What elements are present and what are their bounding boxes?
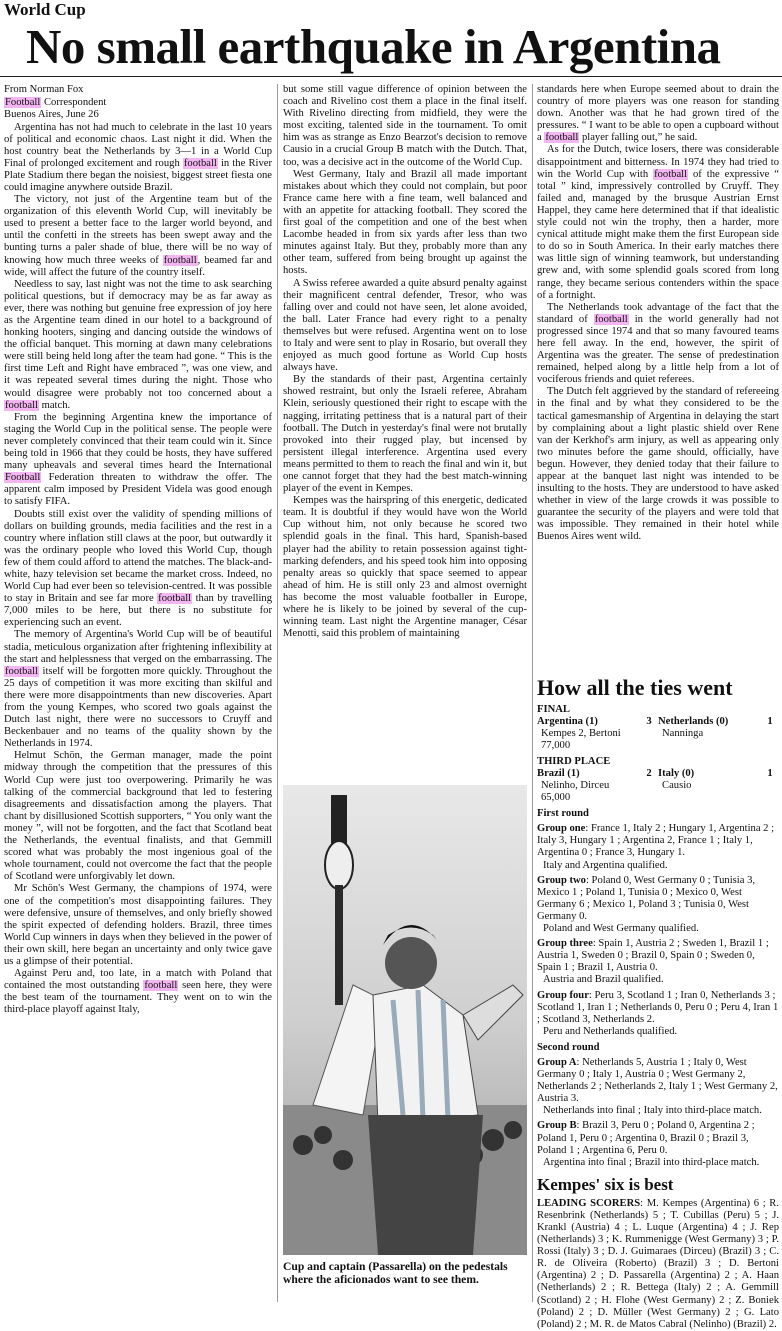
results-title: How all the ties went: [537, 675, 733, 700]
final-result: [537, 716, 779, 752]
search-highlight: Football: [5, 96, 41, 108]
group-name: Group three: [537, 938, 593, 950]
group-name: Group four: [537, 989, 589, 1001]
paragraph-text: Mr Schön's West Germany, the champions of 1974, were one of the competition's most disappointing failures. They were defensive, unsure of themselves, and only briefly showed the spirit expected of defending holders. Brazil, three times World Cup winners in days when they believed in the power of their own skill, here began an uncertainty and only twice gave us a glimpse of their potential.: [4, 883, 272, 967]
second-round-label: Second round: [537, 1041, 600, 1053]
final-home-team: Argentina (1): [537, 716, 598, 728]
search-highlight: football: [163, 254, 197, 266]
article-paragraph: [283, 495, 527, 640]
third-away-scorers: Causio: [662, 780, 692, 792]
group-result: [537, 990, 779, 1026]
scorers-list: : M. Kempes (Argentina) 6 ; R. Resenbrink (Netherlands) 5 ; T. Cubillas (Peru) 5 ; J. Krankl (Austria) 4 ; L. Luque (Argentina) 4 ; J. Rep (Netherlands) 3 ; K. Rummenigge (West Germany) 3 ; P. Rossi (Italy) 3 ; D. J. Guimaraes (Dirceu) (Brazil) 3 ; C. R. de Oliveira (Roberto) (Brazil) 3 ; D. Bertoni (Argentina) 2 ; D. Passarella (Argentina) 2 ; A. Haan (Netherlands) 2 ; R. Bettega (Italy) 2 ; A. Gemmill (Scotland) 2 ; H. Flohe (West Germany) 2 ; Z. Boniek (Poland) 2 ; D. Müller (West Germany) 2 ; G. Lato (Poland) 2 ; M. R. de Matos Cabral (Nelinho) (Brazil) 2.: [537, 1197, 780, 1330]
paragraph-text: By the standards of their past, Argentina certainly showed restraint, but only the Israeli referee, Abraham Klein, seriously questioned their right to escape with the nagging, irritating pettiness that is a natural part of their football. The Dutch in yesterday's final were not brutally provoked into their rugged play, but incensed by persistent illegal interference. Argentina used every means permitted to them to reach the final and win it, but one cannot forget that they had the best match-winning player of the event in Kempes.: [283, 374, 527, 495]
group-result: [537, 1120, 779, 1156]
group-matches: : Brazil 3, Peru 0 ; Poland 0, Argentina 2 ; Poland 1, Peru 0 ; Argentina 0, Brazil 0 ; Brazil 3, Poland 1 ; Argentina 6, Peru 0.: [537, 1120, 755, 1156]
scorers-label: LEADING SCORERS: [537, 1197, 641, 1209]
final-home-score: 3: [646, 716, 652, 728]
article-paragraph: [4, 750, 272, 883]
photo-caption: Cup and captain (Passarella) on the pedestals where the aficionados want to see them.: [283, 1260, 508, 1286]
paragraph-text: Federation threaten to withdraw the offer. The apparent calm imposed by President Videla was good enough to satisfy FIFA.: [4, 472, 272, 508]
group-name: Group one: [537, 823, 586, 835]
article-paragraph: [283, 278, 527, 375]
search-highlight: football: [594, 313, 628, 325]
paragraph-text: As for the Dutch, twice losers, there was considerable disappointment and bitterness. In 1974 they had tried to win the World Cup with: [537, 144, 779, 180]
paragraph-text: , beamed far and wide, will affect the future of the country itself.: [4, 254, 272, 278]
paragraph-text: in the River Plate Stadium there began the noisiest, biggest street fiesta one could imagine anywhere outside Brazil.: [4, 157, 272, 193]
search-highlight: football: [5, 399, 38, 411]
article-paragraph: [4, 968, 272, 1016]
third-place-label: THIRD PLACE: [537, 756, 611, 768]
group-qualifiers: Austria and Brazil qualified.: [543, 974, 664, 986]
search-highlight: football: [144, 980, 178, 992]
article-paragraph: [4, 279, 272, 412]
paragraph-text: seen here, they were the best team of the tournament. They went on to win the third-place playoff against Italy,: [4, 980, 272, 1016]
group-matches: : Peru 3, Scotland 1 ; Iran 0, Netherlands 3 ; Scotland 1, Iran 1 ; Netherlands 0, Peru 0 ; Peru 4, Iran 1 ; Scotland 3, Netherlands 2.: [537, 989, 779, 1025]
paragraph-text: West Germany, Italy and Brazil all made important mistakes about which they could not complain, but poor France came here with a fine team, well balanced and with an appetite for attacking football. They scored the first goal of the competition and one of the best when Lacombe headed in from six yards after less than two minutes against Italy. But they, probably more than any other team, suffered from being brought up against the hosts.: [283, 168, 527, 277]
search-highlight: football: [5, 665, 38, 677]
final-away-scorers: Nanninga: [662, 728, 704, 740]
group-qualifiers: Netherlands into final ; Italy into third-place match.: [543, 1105, 762, 1117]
paragraph-text: Argentina has not had much to celebrate in the last 10 years of political and economic chaos. Last night it did. When the host country beat the Netherlands by 3—1 in a World Cup Final of prolonged excitement and rough: [4, 121, 272, 169]
search-highlight: football: [654, 168, 688, 180]
first-round-groups: [537, 823, 779, 1038]
paragraph-text: than by travelling 7,000 miles to be here, but there is no substitute for experiencing such an event.: [4, 593, 272, 629]
first-round-label: First round: [537, 808, 589, 820]
article-paragraph: [4, 509, 272, 630]
article-paragraph: [283, 374, 527, 495]
search-highlight: Football: [5, 472, 41, 484]
third-home-scorers: Nelinho, Dirceu: [541, 780, 610, 792]
third-away-team: Italy (0): [658, 768, 695, 780]
photo-passarella-with-cup: [283, 785, 527, 1255]
paragraph-text: Doubts still exist over the validity of spending millions of dollars on building grounds, media facilities and the rest in a country where inflation still claws at the poor, but outwardly it was the ordinary people who loved this World Cup, though few of them could afford to attend the matches. The black-and-white, hazy television set became the market cross. Indeed, no World Cup had ever been so television-centred. It was possible to stay in Britain and see far more: [4, 508, 272, 605]
group-result: [537, 875, 779, 923]
second-round-groups: [537, 1057, 779, 1169]
scorers-title: Kempes' six is best: [537, 1174, 674, 1194]
article-column-3: [537, 84, 779, 544]
article-paragraph: [537, 144, 779, 301]
column-divider: [532, 84, 533, 1302]
article-paragraph: [537, 386, 779, 543]
group-result: [537, 938, 779, 974]
group-qualifiers: Poland and West Germany qualified.: [543, 923, 699, 935]
group-qualifiers: Argentina into final ; Brazil into third-place match.: [543, 1156, 760, 1168]
final-attendance: 77,000: [541, 740, 571, 752]
column-divider: [277, 84, 278, 1302]
leading-scorers: [537, 1198, 779, 1331]
byline-role: [4, 97, 272, 110]
paragraph-text: The Dutch felt aggrieved by the standard of refereeing in the final and by what they considered to be the tactical gamesmanship of Argentina in delaying the start by complaining about a light plastic shield over Rene van der Kerkhof's arm injury, as well as appearing only two minutes before the game should, officially, have begun. However, they denied today that their failure to appear at the banquet last night was intended to be insulting to the hosts. They are understood to have asked whether in view of the large crowds it was possible to guarantee the security of the players and were told that was impossible. They remained in their hotel while Buenos Aires went wild.: [537, 386, 779, 543]
paragraph-text: Against Peru and, too late, in a match with Poland that contained the most outstanding: [4, 968, 272, 992]
final-away-score: 1: [767, 716, 773, 728]
headline: No small earthquake in Argentina: [26, 19, 721, 74]
paragraph-text: match.: [38, 399, 71, 411]
paragraph-text: in the world generally had not progressed since 1974 and that so many favoured teams here fell away. In the end, however, the spirit of Argentina was the greater. The sense of predestination remained, helped along by a little help from a lot of vociferous friends and quiet referees.: [537, 313, 779, 386]
group-matches: : Spain 1, Austria 2 ; Sweden 1, Brazil 1 ; Austria 1, Sweden 0 ; Brazil 0, Spain 0 ; Sweden 0, Spain 1 ; Brazil 1, Austria 0.: [537, 938, 769, 974]
third-place-result: [537, 768, 779, 804]
third-away-score: 1: [767, 768, 773, 780]
article-paragraph: [283, 169, 527, 278]
paragraph-text: of the expressive “ total ” kind, impressively controlled by Cruyff. They failed and, managed by the brusque Austrian Ernst Happel, they came here determined that if that idealistic style could not win the trophy, then a harder, more cynical attitude might make them the first European side to do so in South America. In their early matches there was little sign of winning teamwork, but understanding grew and, with some splendid goals scored from long range, they became serious contenders within the space of a fortnight.: [537, 168, 779, 301]
search-highlight: football: [183, 157, 217, 169]
article-paragraph: [4, 629, 272, 750]
final-label: FINAL: [537, 704, 570, 715]
article-paragraph: [4, 194, 272, 279]
third-home-score: 2: [646, 768, 652, 780]
paragraph-text: Needless to say, last night was not the time to ask searching political questions, but if democracy may be as far away as ever, there was nothing but genuine free expression of joy here as the Argentine team dined in our hotel to a background of honking hooters, singing and dancing outside the windows of the official banquet. This morning at dawn many celebrations were still being held long after the team had gone. “ This is the first time Left and Right have embraced ”, was one view, and it was repeated several times during the night. Those who would disagree were probably not too concerned about a: [4, 278, 272, 399]
column-3-body: [537, 84, 779, 544]
byline-role-rest: Correspondent: [41, 96, 107, 108]
column-1-body: [4, 122, 272, 1017]
final-home-scorers: Kempes 2, Bertoni: [541, 728, 621, 740]
group-name: Group B: [537, 1120, 577, 1132]
section-label: World Cup: [4, 0, 86, 19]
group-matches: : France 1, Italy 2 ; Hungary 1, Argentina 2 ; Italy 3, Hungary 1 ; Argentina 2, France 1 ; Italy 1, Argentina 0 ; France 3, Hungary 1.: [537, 823, 775, 859]
paragraph-text: From the beginning Argentina knew the importance of staging the World Cup in the political sense. The people were never completely convinced that their team could win it. Since being told in 1966 that they could be hosts, they have suffered many upheavals and several times heard the International: [4, 411, 272, 472]
search-highlight: football: [545, 132, 579, 144]
paragraph-text: standards here when Europe seemed about to drain the country of more players was one reason for standing down. Another was that he had grown tired of the pressures. “ I want to be able to open a cupboard without a: [537, 84, 779, 144]
results-box: [537, 670, 779, 1331]
paragraph-text: A Swiss referee awarded a quite absurd penalty against their magnificent central defender, Tresor, who was falling over and could not have seen, let alone avoided, the ball. Later France had every right to a penalty themselves but were refused. Argentina went on to lose to Italy and were sent to play in Rosario, but overall they enjoyed as much good fortune as World Cup hosts always have.: [283, 277, 527, 374]
article-paragraph: [537, 84, 779, 144]
article-column-1: [4, 84, 272, 1016]
third-attendance: 65,000: [541, 792, 571, 804]
paragraph-text: itself will be forgotten more quickly. Throughout the 25 days of competition it was more exciting than skilful and there were more disappointments than new discoveries. Apart from the young Kempes, who scored two goals against the Dutch last night, there were no successors to Cruyff and Beckenbauer and no teams of the quality shown by the Netherlands in 1974.: [4, 665, 272, 750]
byline: [4, 84, 272, 122]
article-paragraph: [4, 412, 272, 509]
final-away-team: Netherlands (0): [658, 716, 729, 728]
group-result: [537, 823, 779, 859]
article-paragraph: [537, 302, 779, 387]
paragraph-text: player falling out,” he said.: [579, 132, 698, 144]
article-paragraph: [4, 883, 272, 968]
article-paragraph: [283, 84, 527, 169]
third-home-team: Brazil (1): [537, 768, 580, 780]
paragraph-text: The victory, not just of the Argentine team but of the organization of this eleventh World Cup, will inevitably be used to present a better face to the larger world beyond, and until the confetti in the streets has been swept away and the bunting turns a paler shade of blue, there will be no way of knowing how much three weeks of: [4, 194, 272, 266]
group-matches: : Poland 0, West Germany 0 ; Tunisia 3, Mexico 1 ; Poland 1, Tunisia 0 ; Mexico 0, West Germany 6 ; Mexico 1, Poland 3 ; Tunisia 0, West Germany 0.: [537, 874, 756, 922]
column-2-body: [283, 84, 527, 640]
group-matches: : Netherlands 5, Austria 1 ; Italy 0, West Germany 0 ; Italy 1, Austria 0 ; West Germany 2, Netherlands 2 ; Netherlands 2, Italy 1 ; West Germany 2, Austria 3.: [537, 1056, 778, 1105]
headline-rule: [0, 76, 782, 77]
paragraph-text: Kempes was the hairspring of this energetic, dedicated team. It is doubtful if they would have won the World Cup without him, not only because he scored two splendid goals in the final. This hard, Spanish-based player had the ability to retain possession against tight-marking defenders, and his speed took him into opposing penalty areas so quickly that space seemed to appear ahead of him. He is still only 23 and almost overnight has become the most valuable footballer in Europe, where he is likely to be joined by several of the cup-winning team. Last night the Argentine manager, César Menotti, said this problem of maintaining: [283, 495, 527, 640]
paragraph-text: The Netherlands took advantage of the fact that the standard of: [537, 301, 779, 325]
byline-dateline: Buenos Aires, June 26: [4, 109, 99, 120]
paragraph-text: Helmut Schön, the German manager, made the point midway through the competition that the pressures of this World Cup were just too overpowering. Primarily he was talking of the commercial background that led to festering disagreements and dissatisfaction among the players. That chant by disillusioned Scottish supporters, “ You only want the money ”, will not be forgotten, and the fact that Scotland beat the Netherlands, the eventual finalists, and that Gemmill scored what was probably the most ingenious goal of the whole tournament, could not overcome the fact that the people of Scotland were unforgivably let down.: [4, 750, 272, 883]
group-name: Group two: [537, 874, 586, 886]
search-highlight: football: [158, 593, 192, 605]
group-result: [537, 1057, 779, 1105]
group-qualifiers: Italy and Argentina qualified.: [543, 859, 668, 871]
article-column-2: [283, 84, 527, 640]
group-qualifiers: Peru and Netherlands qualified.: [543, 1025, 678, 1037]
paragraph-text: but some still vague difference of opinion between the coach and Rivelino cost them a place in the final itself. With Rivelino directing from midfield, they were the most exciting, talented side in the tournament. To omit him was as strange as Enzo Bearzot's decision to remove Causio in a crucial Group B match with the Dutch. That, too, was a decisive act in the outcome of the World Cup.: [283, 84, 527, 168]
article-paragraph: [4, 122, 272, 195]
group-name: Group A: [537, 1056, 577, 1068]
byline-author: From Norman Fox: [4, 84, 84, 95]
paragraph-text: The memory of Argentina's World Cup will be of beautiful stadia, meticulous organization after frightening inflexibility at the start and helplessness that verged on the embarrassing. The: [4, 629, 272, 665]
